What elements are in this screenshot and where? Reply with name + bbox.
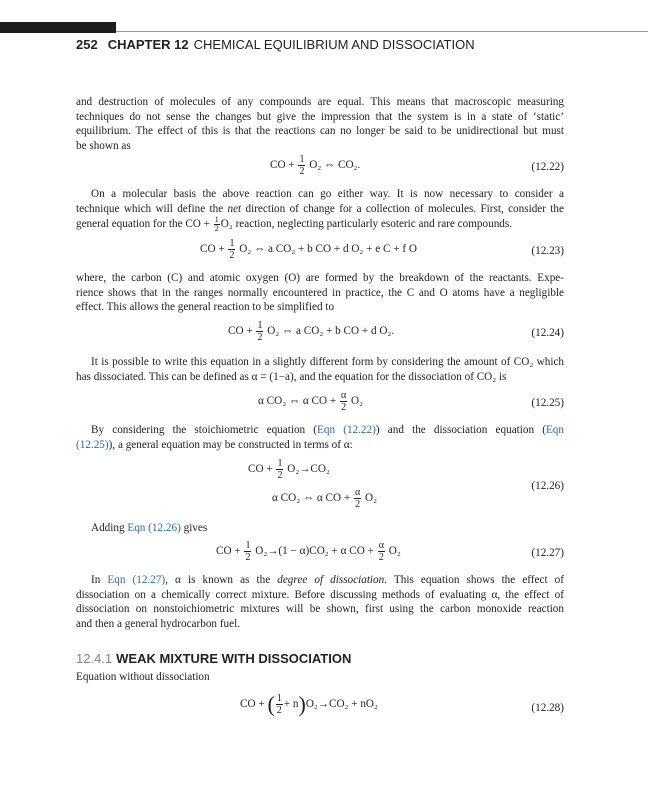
fraction: $\frac{\alpha}{2}$ xyxy=(354,487,361,510)
eqn-link[interactable]: Eqn (12.27) xyxy=(107,574,166,586)
fraction: $\frac{1}{2}$ xyxy=(245,540,251,563)
equation-number: (12.24) xyxy=(531,327,564,339)
paragraph-8: Equation without dissociation xyxy=(76,671,210,683)
equation-12-22: CO + $\frac{1}{2}$ O₂ ⇔ CO₂. xyxy=(270,154,361,177)
fraction: $\frac{1}{2}$ xyxy=(214,215,219,233)
equation-number: (12.26) xyxy=(531,480,564,492)
paragraph-3: where, the carbon (C) and atomic oxygen (O) are formed by the breakdown of the reactants. Expe- rience shows that in the ranges normally encountered in practice, the C and O atoms have a negligible effect. This allows the general reaction to be simplified to xyxy=(76,272,564,313)
equation-12-28: CO + ( $\frac{1}{2}$ + n)O₂→CO₂ + nO₂ xyxy=(240,691,378,717)
fraction: $\frac{\alpha}{2}$ xyxy=(340,390,347,413)
section-heading xyxy=(76,651,351,666)
equation-12-27: CO + $\frac{1}{2}$ O₂→(1 − α)CO₂ + α CO + $\frac{\alpha}{2}$ O₂ xyxy=(216,540,401,563)
equation-number: (12.23) xyxy=(531,245,564,257)
header-rule xyxy=(116,31,648,32)
chapter-label: CHAPTER 12 xyxy=(107,37,189,52)
fraction: $\frac{1}{2}$ xyxy=(277,458,283,481)
eqn-link[interactable]: Eqn (12.26) xyxy=(127,522,181,534)
equation-12-26-b: α CO₂ ⇔ α CO + $\frac{\alpha}{2}$ O₂ xyxy=(272,487,378,510)
paragraph-4: It is possible to write this equation in a slightly different form by considering the amount of CO₂ which has dissociated. This can be defined as α = (1−a), and the equation for the dissociation of CO₂ is xyxy=(76,356,564,383)
fraction: $\frac{1}{2}$ xyxy=(276,693,282,716)
paragraph-5: By considering the stoichiometric equation (Eqn (12.22)) and the dissociation equation (Eqn (12.25)), a general equation may be constructed in terms of α: xyxy=(76,424,564,451)
equation-12-23: CO + $\frac{1}{2}$ O₂ ⇔ a CO₂ + b CO + d O₂ + e C + f O xyxy=(200,238,417,261)
section-title: WEAK MIXTURE WITH DISSOCIATION xyxy=(116,651,352,666)
page-number: 252 xyxy=(76,37,98,52)
eqn-link[interactable]: Eqn xyxy=(545,424,564,436)
equation-number: (12.22) xyxy=(531,161,564,173)
equation-number: (12.27) xyxy=(531,547,564,559)
equation-number: (12.28) xyxy=(531,702,564,714)
eqn-link[interactable]: Eqn (12.22) xyxy=(317,424,376,436)
running-header xyxy=(76,37,475,52)
fraction: $\frac{1}{2}$ xyxy=(299,154,305,177)
header-bar xyxy=(0,22,116,33)
paragraph-2: On a molecular basis the above reaction can go either way. It is now necessary to consider a technique which will define the net direction of change for a collection of molecules. First, consider the general equation for the CO + $\frac{1}{2}$ O₂ reaction, neglecting particularly esoteric and rare compounds. xyxy=(76,188,564,233)
equation-12-26-a: CO + $\frac{1}{2}$ O₂→CO₂ xyxy=(248,458,330,481)
equation-12-25: α CO₂ ⇔ α CO + $\frac{\alpha}{2}$ O₂ xyxy=(258,390,364,413)
fraction: $\frac{\alpha}{2}$ xyxy=(378,540,384,563)
paragraph-1: and destruction of molecules of any compounds are equal. This means that macroscopic measuring techniques do not sense the changes but give the impression that the system is in a state of ‘static’ equilibrium. The effect of this is that the reactions can no longer be said to be unidirectional but must be shown as xyxy=(76,96,564,152)
equation-number: (12.25) xyxy=(531,397,564,409)
equation-12-24: CO + $\frac{1}{2}$ O₂ ⇔ a CO₂ + b CO + d O₂. xyxy=(228,320,395,343)
section-number: 12.4.1 xyxy=(76,651,113,666)
fraction: $\frac{1}{2}$ xyxy=(229,238,235,261)
eqn-link[interactable]: (12.25) xyxy=(76,438,109,451)
paragraph-7: In Eqn (12.27), α is known as the degree of dissociation. This equation shows the effect of dissociation on a chemically correct mixture. Before discussing methods of evaluating α, the effect of dissociation on nonstoichiometric mixtures will be shown, first using the carbon monoxide reaction and then a general hydrocarbon fuel. xyxy=(76,574,564,630)
fraction: $\frac{1}{2}$ xyxy=(257,320,263,343)
paragraph-6: Adding Eqn (12.26) gives xyxy=(91,522,208,534)
chapter-title: CHEMICAL EQUILIBRIUM AND DISSOCIATION xyxy=(193,37,475,52)
